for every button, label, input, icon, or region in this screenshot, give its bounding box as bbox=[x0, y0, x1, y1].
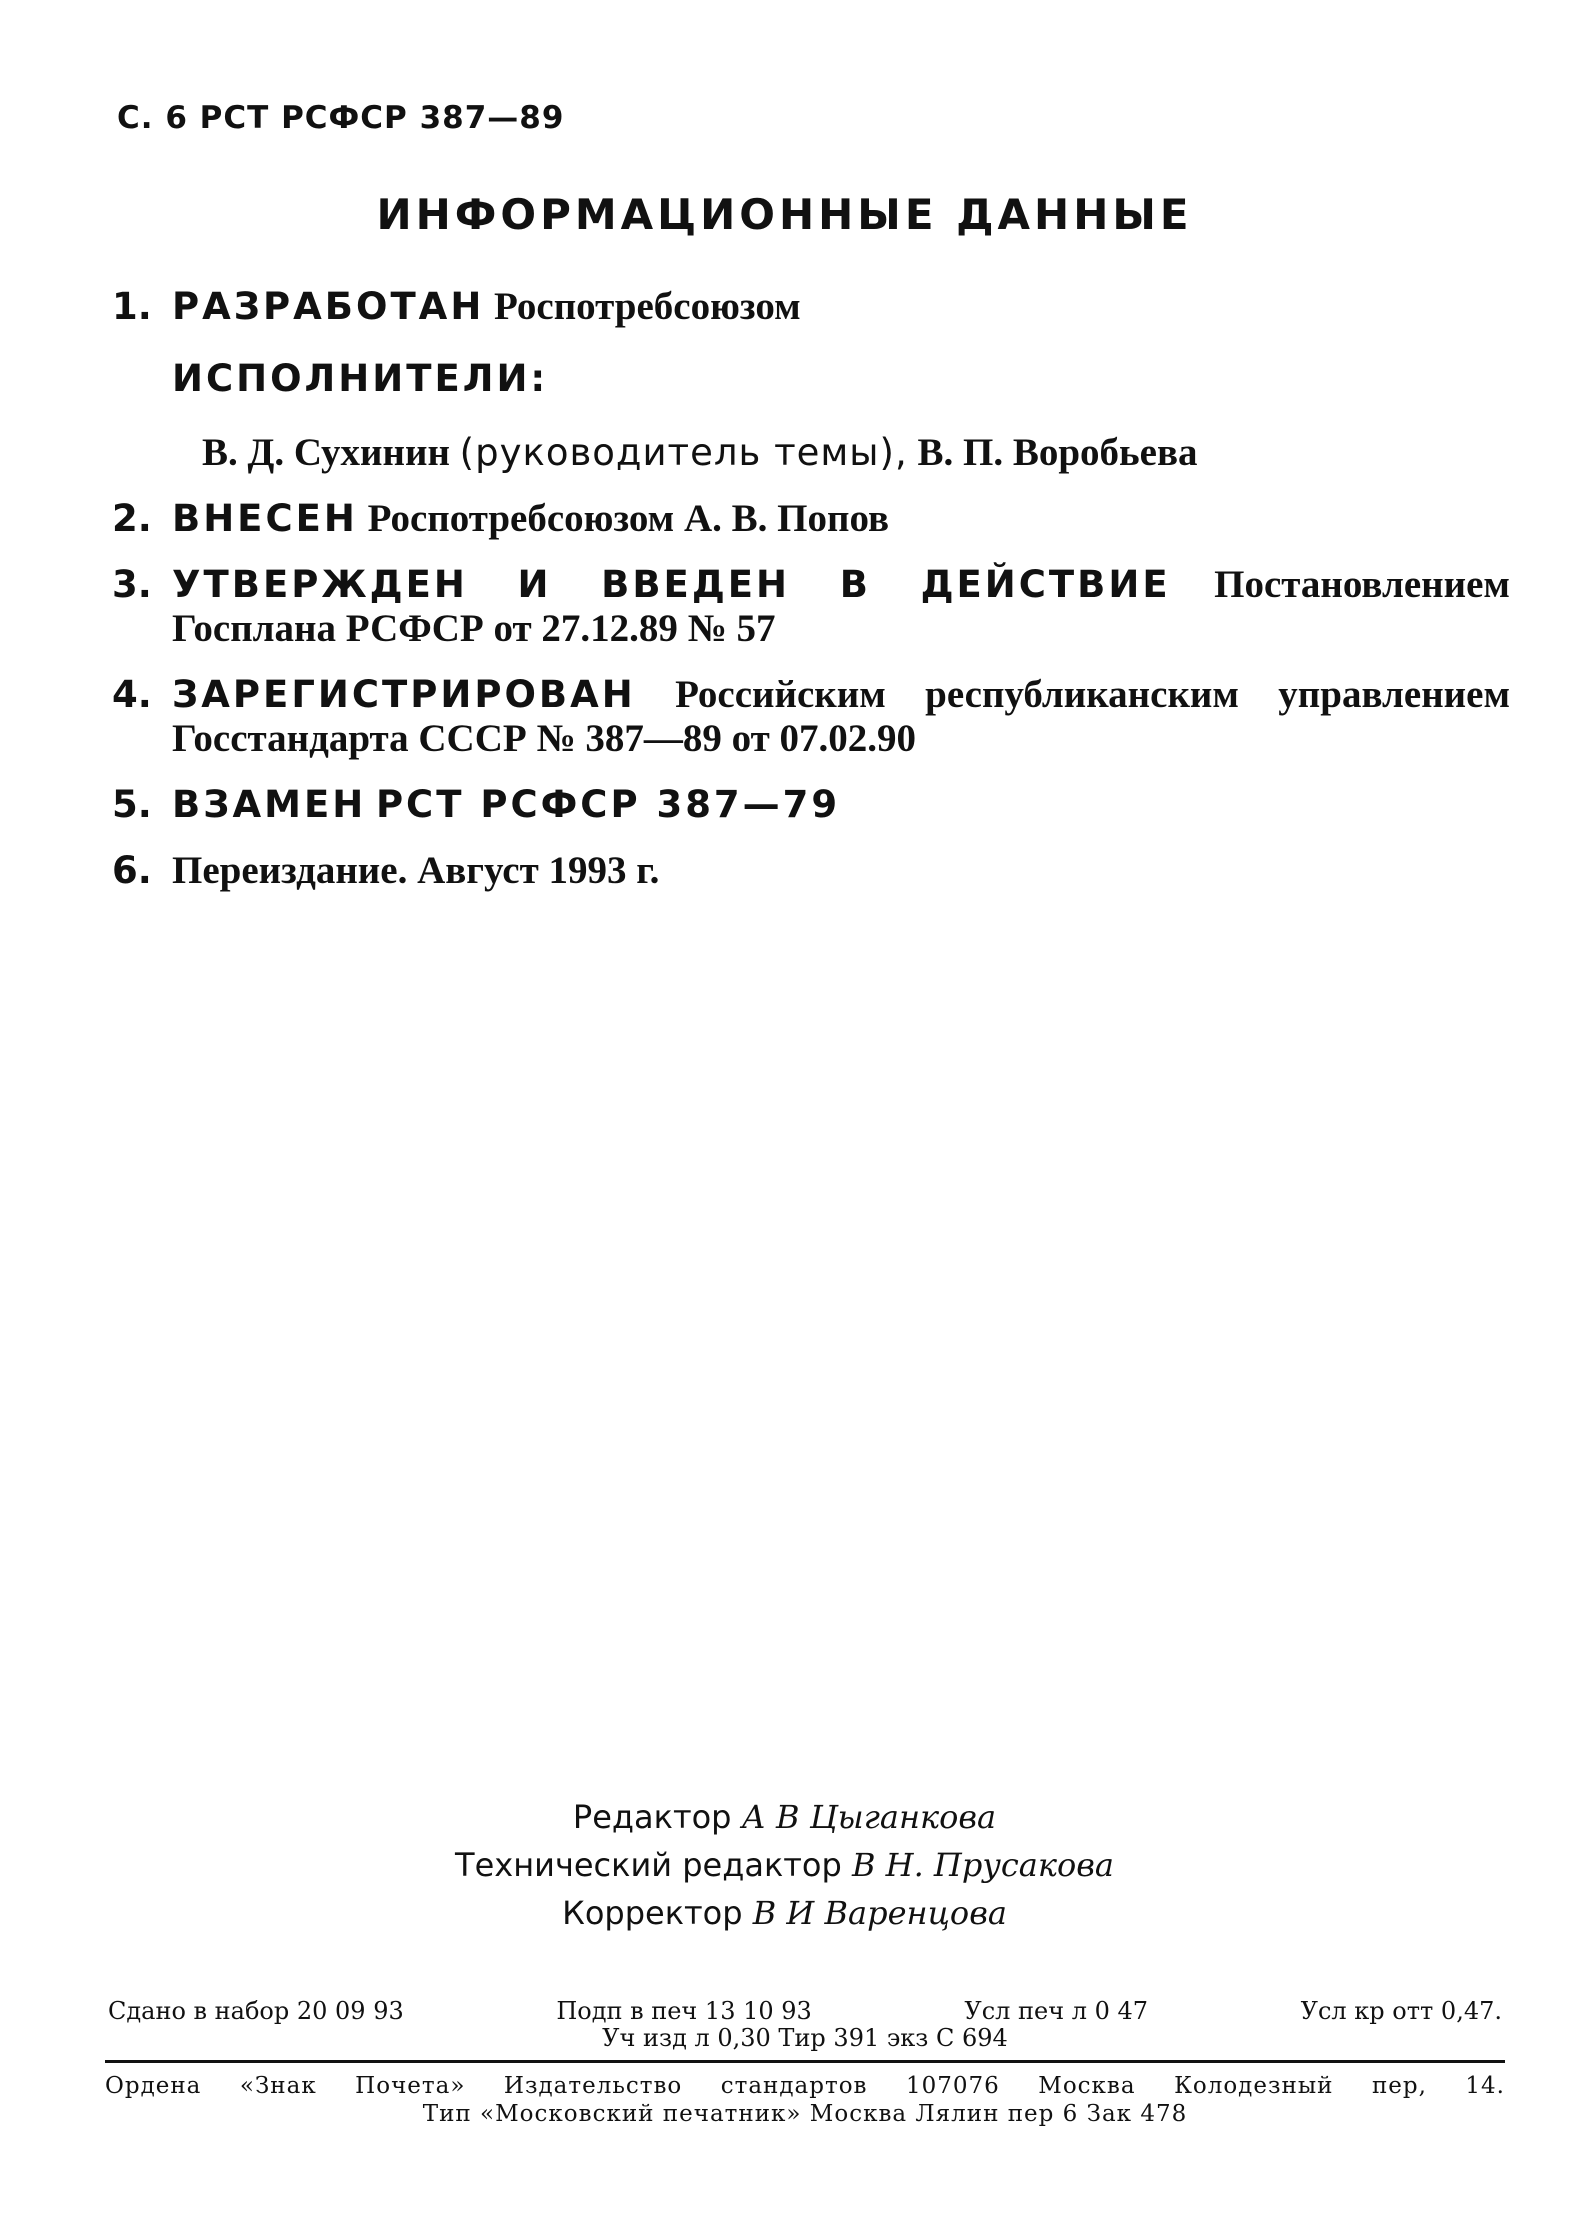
publication-line-2: Уч изд л 0,30 Тир 391 экз С 694 bbox=[602, 2024, 1008, 2052]
imprint bbox=[105, 2072, 1505, 2128]
info-item-submitted bbox=[112, 497, 1510, 541]
credits-block bbox=[0, 1793, 1569, 1937]
info-item-reissue bbox=[112, 849, 1510, 893]
credit-role: Редактор bbox=[572, 1798, 732, 1836]
info-item-approved bbox=[112, 563, 1510, 651]
item-number: 3. bbox=[112, 563, 152, 606]
imprint-publisher: Ордена «Знак Почета» Издательство стандартов 107076 Москва Колодезный пер, 14. bbox=[105, 2073, 1505, 2099]
info-item-replaces bbox=[112, 783, 1510, 827]
credit-name: В И Варенцова bbox=[752, 1894, 1007, 1932]
color-prints: Усл кр отт 0,47. bbox=[1300, 1997, 1502, 2025]
item-number: 4. bbox=[112, 673, 152, 716]
publication-info bbox=[108, 1998, 1502, 2052]
credit-line-editor bbox=[0, 1793, 1569, 1841]
item-number: 5. bbox=[112, 783, 152, 826]
item-heading: ВЗАМЕН bbox=[172, 783, 367, 826]
item-text: Российским республиканским управлением Госстандарта СССР № 387—89 от 07.02.90 bbox=[172, 673, 1511, 760]
executors-heading: ИСПОЛНИТЕЛИ: bbox=[172, 357, 549, 400]
divider bbox=[105, 2060, 1505, 2063]
executor-name: В. П. Воробьева bbox=[917, 431, 1198, 474]
item-number: 2. bbox=[112, 497, 152, 540]
item-number: 6. bbox=[112, 849, 152, 892]
info-item-developed bbox=[112, 285, 1510, 475]
signed-date: Подп в печ 13 10 93 bbox=[556, 1997, 812, 2025]
credit-name: А В Цыганкова bbox=[741, 1798, 997, 1836]
item-text: Постановлением Госплана РСФСР от 27.12.89 № 57 bbox=[172, 563, 1510, 650]
item-text: Переиздание. Август 1993 г. bbox=[172, 849, 660, 892]
print-sheets: Усл печ л 0 47 bbox=[964, 1997, 1149, 2025]
submitted-date: Сдано в набор 20 09 93 bbox=[108, 1997, 404, 2025]
item-heading: ЗАРЕГИСТРИРОВАН bbox=[172, 673, 636, 716]
info-list bbox=[112, 285, 1510, 915]
publication-line bbox=[108, 1998, 1502, 2025]
executor-role: (руководитель темы), bbox=[459, 431, 908, 474]
item-heading: РАЗРАБОТАН bbox=[172, 285, 485, 328]
item-text: РСТ РСФСР 387—79 bbox=[375, 783, 841, 826]
credit-role: Технический редактор bbox=[455, 1846, 842, 1884]
item-text: Роспотребсоюзом А. В. Попов bbox=[367, 497, 890, 540]
credit-name: В Н. Прусакова bbox=[851, 1846, 1114, 1884]
item-heading: ВНЕСЕН bbox=[172, 497, 358, 540]
document-title: ИНФОРМАЦИОННЫЕ ДАННЫЕ bbox=[376, 190, 1193, 239]
item-heading: УТВЕРЖДЕН И ВВЕДЕН В ДЕЙСТВИЕ bbox=[172, 563, 1171, 606]
item-text: Роспотребсоюзом bbox=[494, 285, 801, 328]
page-header: С. 6 РСТ РСФСР 387—89 bbox=[117, 100, 565, 136]
info-item-registered bbox=[112, 673, 1510, 761]
credit-role: Корректор bbox=[562, 1894, 743, 1932]
imprint-printer: Тип «Московский печатник» Москва Лялин пер 6 Зак 478 bbox=[422, 2101, 1188, 2127]
credit-line-proofreader bbox=[0, 1889, 1569, 1937]
item-number: 1. bbox=[112, 285, 152, 328]
executor-name: В. Д. Сухинин bbox=[202, 431, 450, 474]
credit-line-tech-editor bbox=[0, 1841, 1569, 1889]
executors-line bbox=[172, 431, 1510, 475]
